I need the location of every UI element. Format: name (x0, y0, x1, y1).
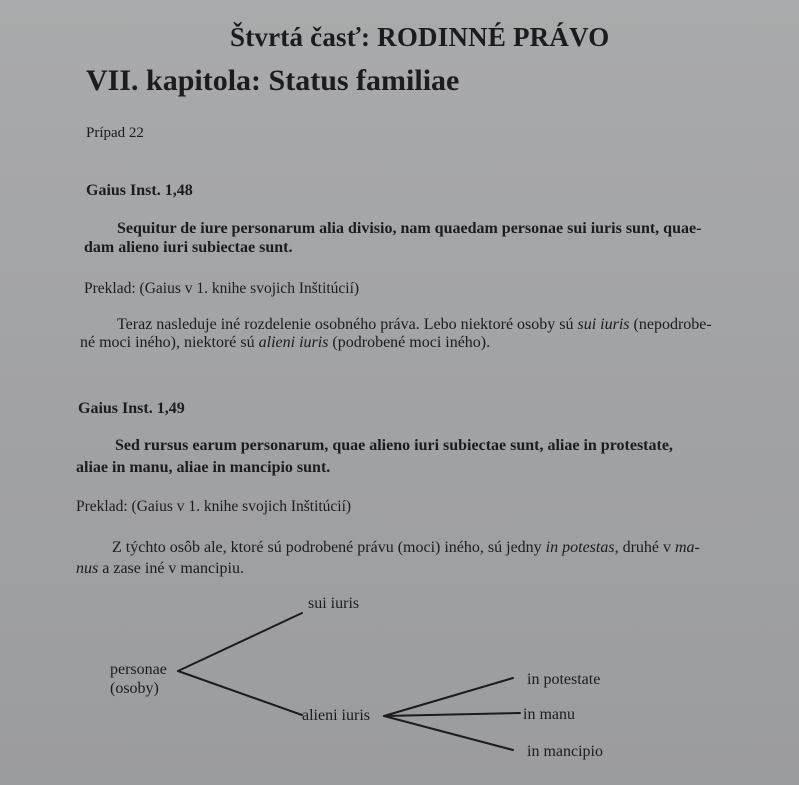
section-1-heading: Gaius Inst. 1,48 (86, 182, 193, 199)
edge-personae-alieni-iuris (178, 671, 302, 715)
section-1-translation-line-2: né moci iného), niektoré sú alieni iuris (podrobené moci iného). (80, 334, 491, 351)
section-2-translation-line-1: Z týchto osôb ale, ktoré sú podrobené právu (moci) iného, sú jedny in potestas, druhé v ma- (112, 539, 700, 556)
edge-personae-sui-iuris (178, 613, 302, 671)
node-sui-iuris: sui iuris (308, 595, 360, 612)
case-label: Prípad 22 (86, 125, 144, 141)
section-2-translation-label: Preklad: (Gaius v 1. knihe svojich Inštitúcií) (76, 498, 352, 515)
section-1-translation-line-1: Teraz nasleduje iné rozdelenie osobného práva. Lebo niektoré osoby sú sui iuris (nepodrobe- (117, 316, 712, 333)
section-1-latin-line-2: dam alieno iuri subiectae sunt. (84, 239, 293, 256)
section-2-translation-line-2: nus a zase iné v mancipiu. (76, 560, 244, 577)
part-title: Štvrtá časť: RODINNÉ PRÁVO (230, 22, 610, 52)
node-alieni-iuris: alieni iuris (302, 707, 370, 724)
node-osoby: (osoby) (110, 680, 159, 697)
node-in-manu: in manu (523, 706, 575, 723)
term-sui-iuris: sui iuris (577, 316, 630, 333)
chapter-title: VII. kapitola: Status familiae (86, 64, 460, 97)
node-in-potestate: in potestate (527, 671, 601, 688)
term-alieni-iuris: alieni iuris (258, 334, 329, 351)
edge-alieni-mancipio (384, 716, 513, 750)
section-2-latin-line-2: aliae in manu, aliae in mancipio sunt. (76, 459, 331, 476)
node-in-mancipio: in mancipio (527, 743, 603, 760)
term-in-potestas: in potestas, (545, 539, 619, 556)
node-personae: personae (110, 661, 167, 678)
section-1-translation-label: Preklad: (Gaius v 1. knihe svojich Inštitúcií) (84, 280, 360, 297)
section-2-heading: Gaius Inst. 1,49 (78, 400, 185, 417)
section-2-latin-line-1: Sed rursus earum personarum, quae alieno iuri subiectae sunt, aliae in protestate, (115, 437, 673, 454)
term-manus: nus (76, 560, 99, 577)
section-1-latin-line-1: Sequitur de iure personarum alia divisio, nam quaedam personae sui iuris sunt, quae- (117, 220, 702, 237)
edge-alieni-potestate (384, 678, 513, 716)
edge-alieni-manu (384, 713, 520, 716)
